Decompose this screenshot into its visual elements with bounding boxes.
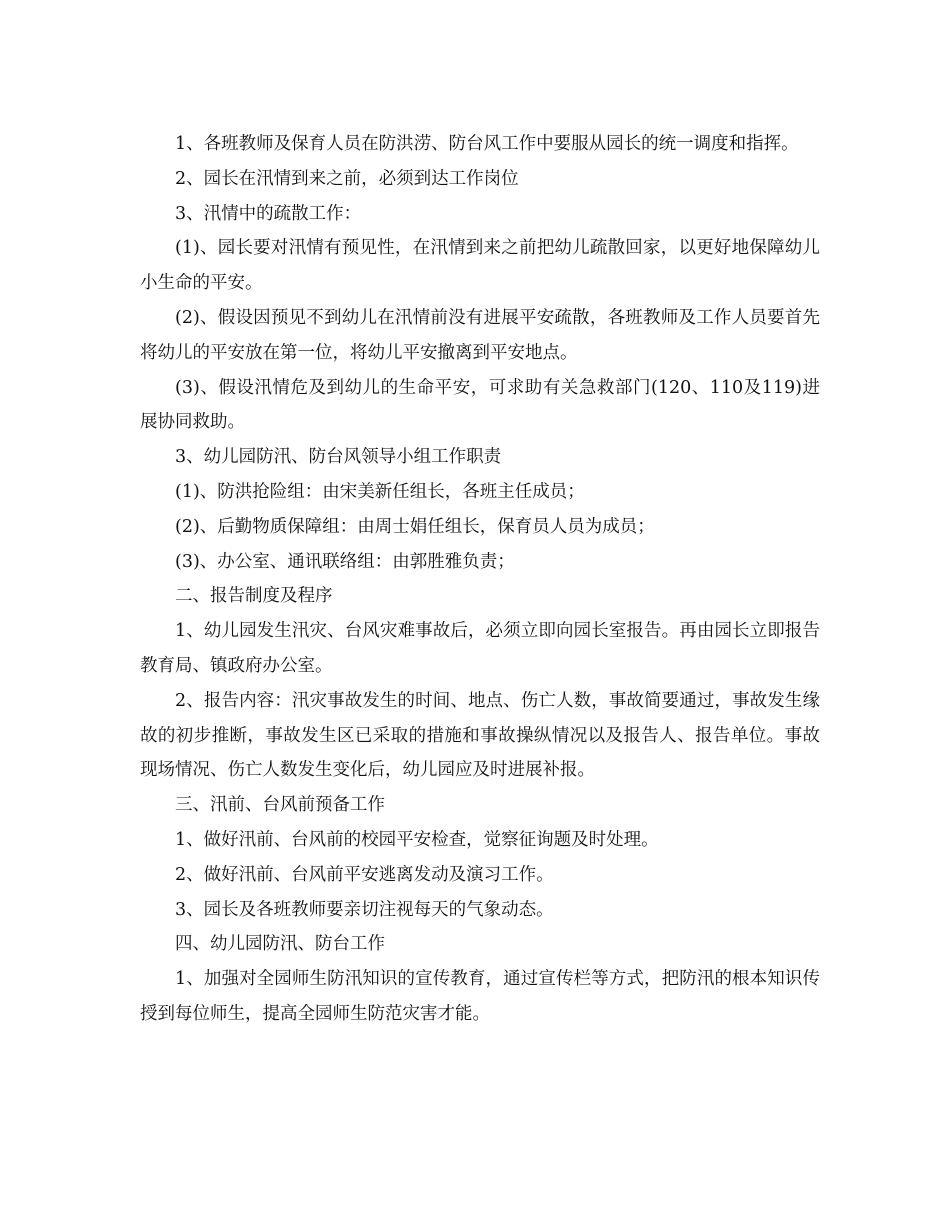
- paragraph-12: 1、幼儿园发生汛灾、台风灾难事故后，必须立即向园长室报告。再由园长立即报告教育局、镇政府办公室。: [140, 621, 820, 676]
- paragraph-2: 2、园长在汛情到来之前，必须到达工作岗位: [175, 168, 519, 189]
- paragraph-17: 3、园长及各班教师要亲切注视每天的气象动态。: [175, 899, 554, 920]
- paragraph-13: 2、报告内容：汛灾事故发生的时间、地点、伤亡人数，事故简要通过，事故发生缘故的初步推断，事故发生区已采取的措施和事故操纵情况以及报告人、报告单位。事故现场情况、伤亡人数发生变化后，幼儿园应及时进展补报。: [140, 690, 820, 781]
- paragraph-6: (3)、假设汛情危及到幼儿的生命平安，可求助有关急救部门(120、110及119)进展协同救助。: [140, 377, 820, 433]
- paragraph-11: 二、报告制度及程序: [175, 586, 333, 607]
- paragraph-18: 四、幼儿园防汛、防台工作: [175, 934, 385, 955]
- paragraph-1: 1、各班教师及保育人员在防洪涝、防台风工作中要服从园长的统一调度和指挥。: [175, 134, 799, 154]
- paragraph-5: (2)、假设因预见不到幼儿在汛情前没有进展平安疏散，各班教师及工作人员要首先将幼儿的平安放在第一位，将幼儿平安撤离到平安地点。: [140, 307, 820, 363]
- paragraph-19: 1、加强对全园师生防汛知识的宣传教育，通过宣传栏等方式，把防汛的根本知识传授到每位师生，提高全园师生防范灾害才能。: [140, 969, 820, 1024]
- paragraph-8: (1)、防洪抢险组：由宋美新任组长，各班主任成员；: [175, 481, 585, 502]
- paragraph-7: 3、幼儿园防汛、防台风领导小组工作职责: [175, 447, 502, 468]
- paragraph-3: 3、汛情中的疏散工作：: [175, 203, 362, 224]
- paragraph-9: (2)、后勤物质保障组：由周士娟任组长，保育员人员为成员；: [175, 516, 655, 537]
- document-body: [140, 127, 820, 1032]
- paragraph-10: (3)、办公室、通讯联络组：由郭胜雅负责；: [175, 551, 515, 572]
- paragraph-4: (1)、园长要对汛情有预见性，在汛情到来之前把幼儿疏散回家，以更好地保障幼儿小生命的平安。: [140, 238, 820, 294]
- paragraph-16: 2、做好汛前、台风前平安逃离发动及演习工作。: [175, 864, 554, 885]
- paragraph-15: 1、做好汛前、台风前的校园平安检查，觉察征询题及时处理。: [175, 829, 659, 850]
- paragraph-14: 三、汛前、台风前预备工作: [175, 795, 385, 816]
